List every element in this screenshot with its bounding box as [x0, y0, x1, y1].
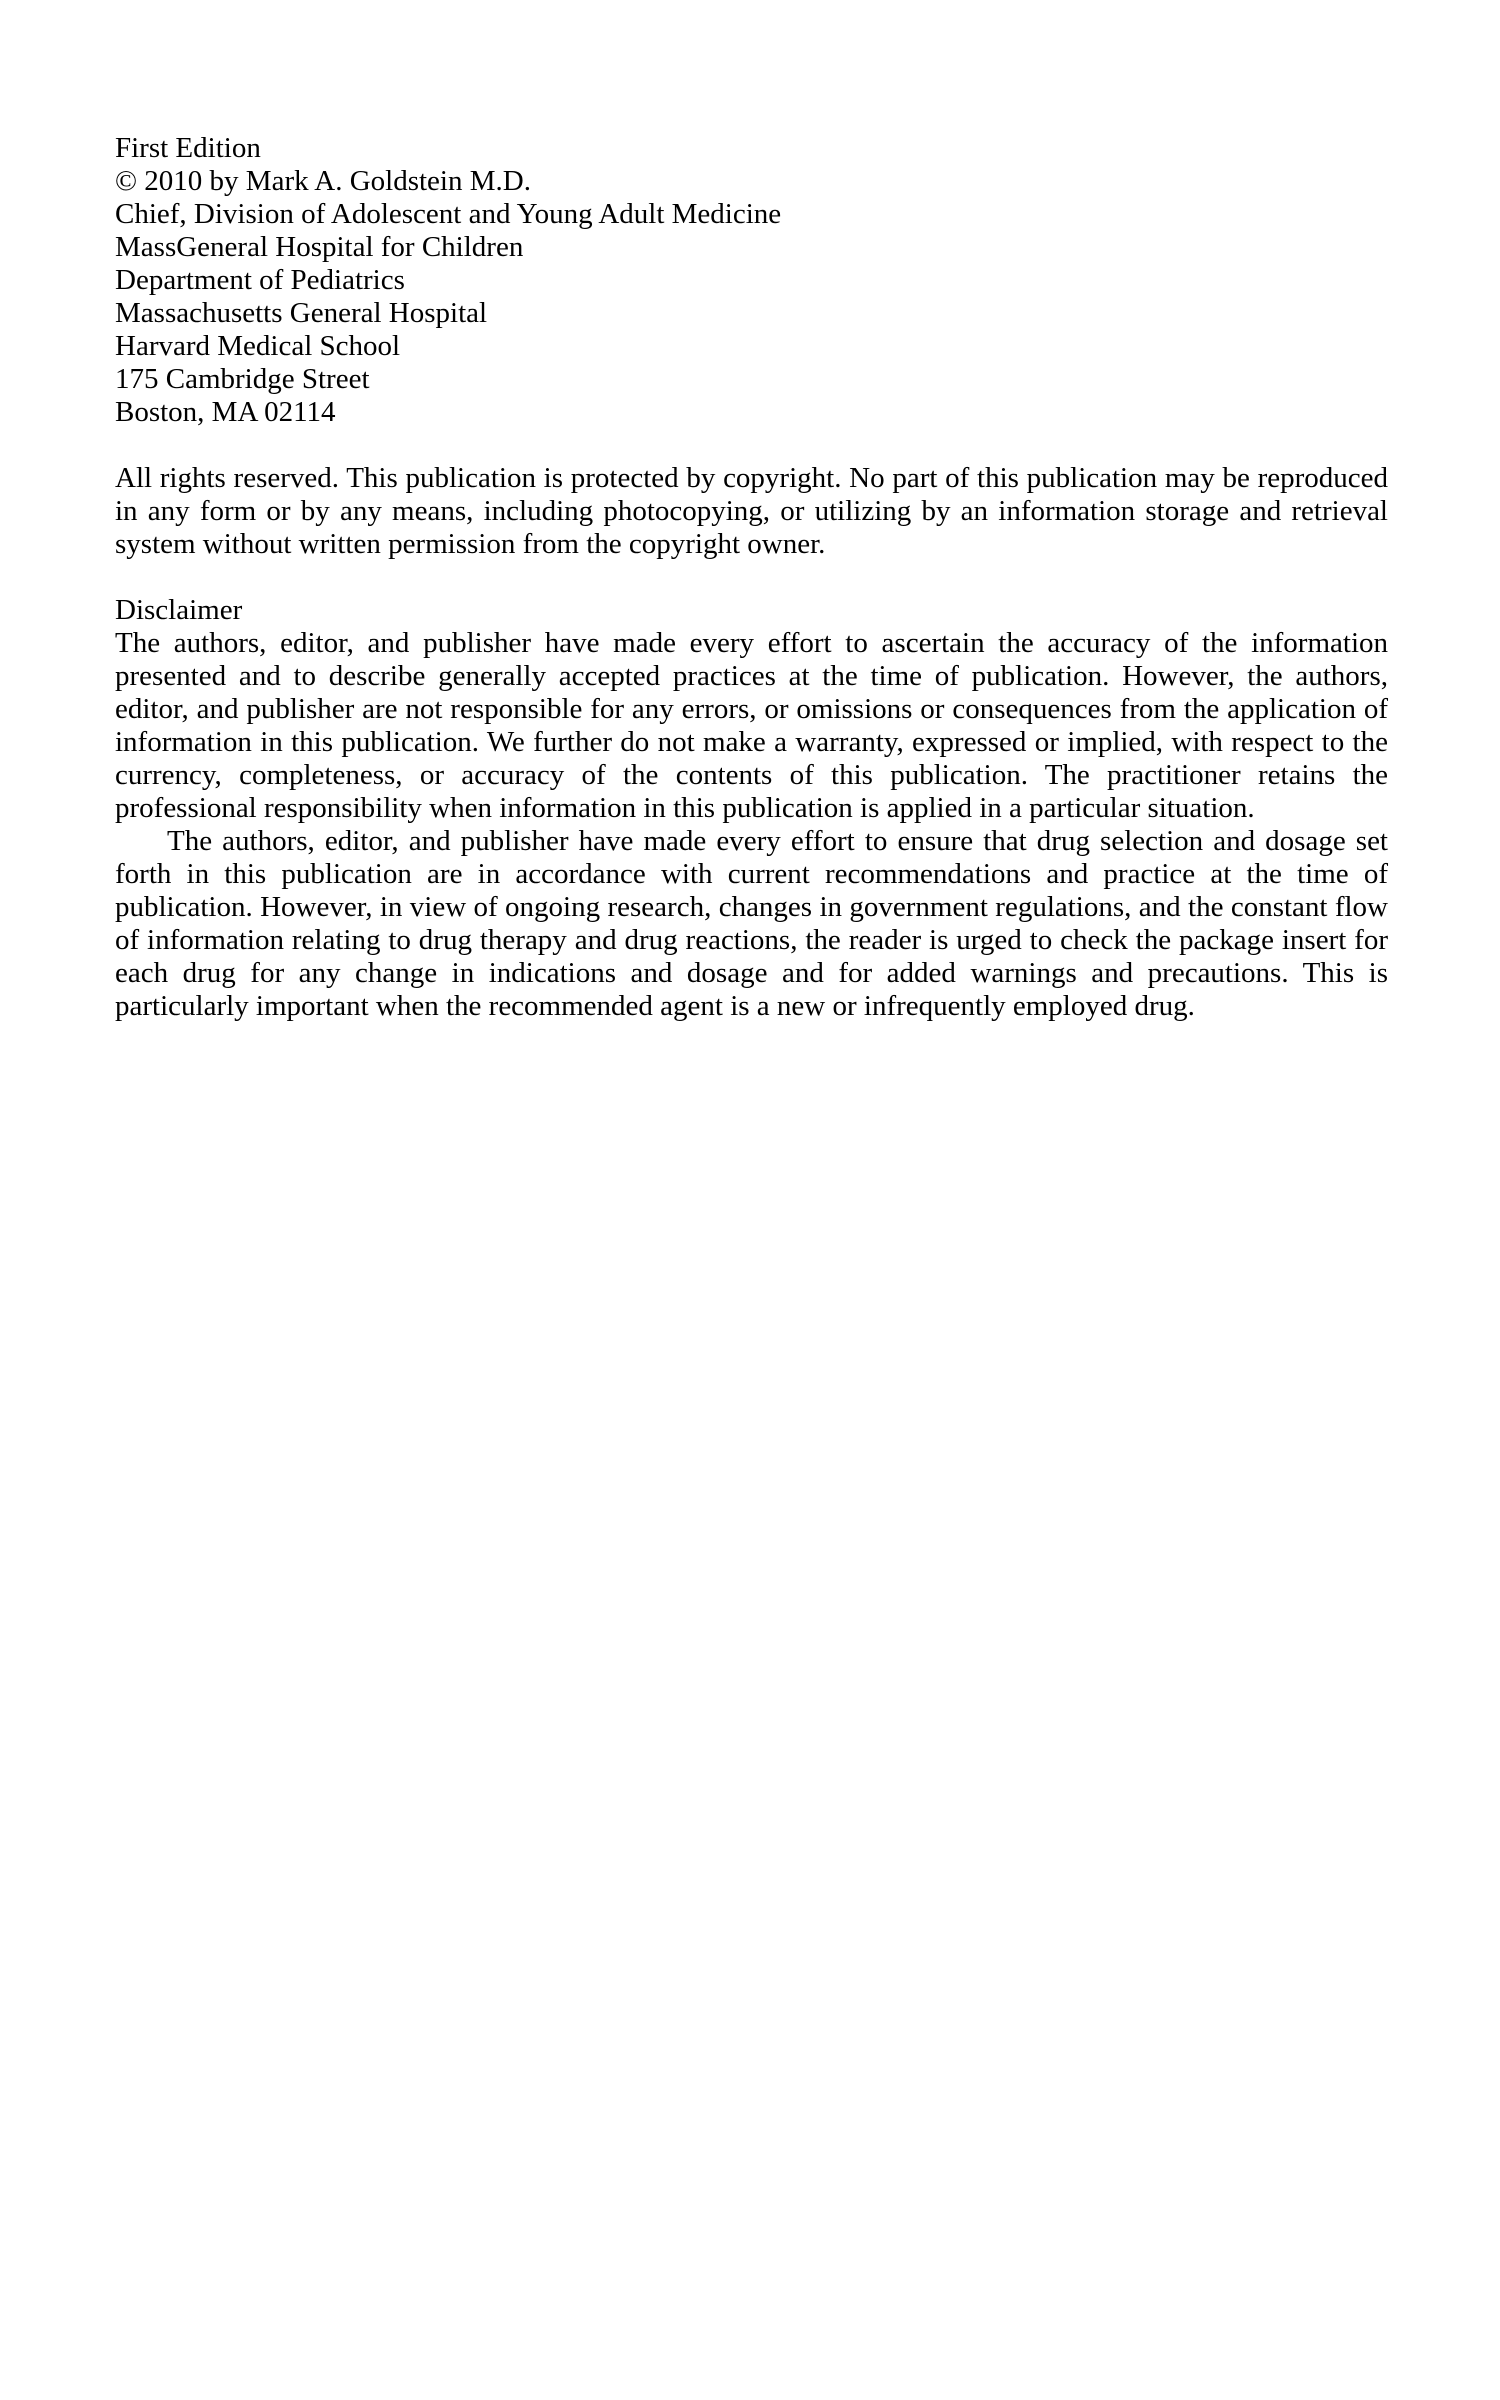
institution-line-2: Department of Pediatrics [115, 264, 405, 296]
rights-paragraph: All rights reserved. This publication is protected by copyright. No part of this publication may be reproduced in any form or by any means, including photocopying, or utilizing by an information storage and retrieval system without written permission from the copyright owner. [115, 462, 1388, 560]
author-title-line: Chief, Division of Adolescent and Young Adult Medicine [115, 198, 782, 230]
disclaimer-paragraph-1: The authors, editor, and publisher have made every effort to ascertain the accuracy of the information presented and to describe generally accepted practices at the time of publication. However, the authors, editor, and publisher are not responsible for any errors, or omissions or consequences from the application of information in this publication. We further do not make a warranty, expressed or implied, with respect to the currency, completeness, or accuracy of the contents of this publication. The practitioner retains the professional responsibility when information in this publication is applied in a particular situation. [115, 627, 1388, 824]
institution-line-1: MassGeneral Hospital for Children [115, 231, 524, 263]
disclaimer-heading: Disclaimer [115, 594, 243, 626]
disclaimer-paragraph-2: The authors, editor, and publisher have made every effort to ensure that drug selection and dosage set forth in this publication are in accordance with current recommendations and practice at the time of publication. However, in view of ongoing research, changes in government regulations, and the constant flow of information relating to drug therapy and drug reactions, the reader is urged to check the package insert for each drug for any change in indications and dosage and for added warnings and precautions. This is particularly important when the recommended agent is a new or infrequently employed drug. [115, 825, 1388, 1022]
institution-line-3: Massachusetts General Hospital [115, 297, 488, 329]
institution-line-4: Harvard Medical School [115, 330, 401, 362]
city-line: Boston, MA 02114 [115, 396, 336, 428]
edition-line: First Edition [115, 132, 261, 164]
copyright-line: © 2010 by Mark A. Goldstein M.D. [115, 165, 531, 197]
imprint-block [115, 132, 1388, 429]
address-line: 175 Cambridge Street [115, 363, 370, 395]
